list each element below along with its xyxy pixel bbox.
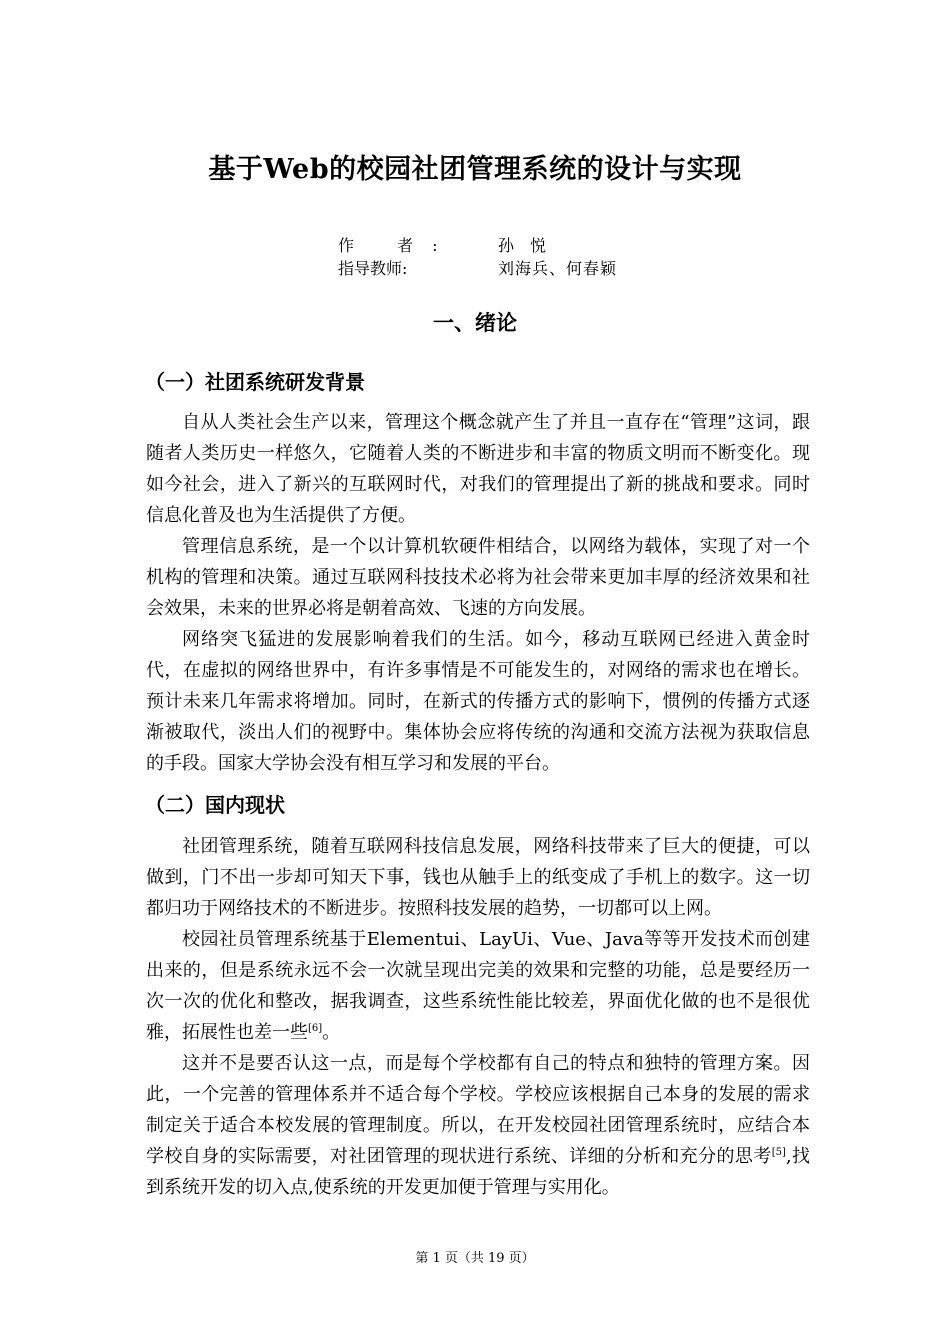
citation-ref: [6] [308, 1023, 323, 1034]
paragraph-tail: ,找到系统开发的切入点,使系统的开发更加便于管理与实用化。 [146, 1146, 810, 1198]
paragraph-tail: 。 [322, 1022, 341, 1043]
paragraph: 网络突飞猛进的发展影响着我们的生活。如今，移动互联网已经进入黄金时代，在虚拟的网络世界中，有许多事情是不可能发生的，对网络的需求也在增长。预计未来几年需求将增加。同时，在新式的传播方式的影响下，惯例的传播方式逐渐被取代，淡出人们的视野中。集体协会应将传统的沟通和交流方法视为获取信息的手段。国家大学协会没有相互学习和发展的平台。 [146, 629, 810, 774]
paragraph: 管理信息系统，是一个以计算机软硬件相结合，以网络为载体，实现了对一个机构的管理和决策。通过互联网科技技术必将为社会带来更加丰厚的经济效果和社会效果，未来的世界必将是朝着高效、飞速的方向发展。 [146, 536, 810, 619]
advisor-value: 刘海兵、何春颖 [498, 259, 618, 278]
section-heading-domestic: （二）国内现状 [145, 793, 285, 817]
author-value: 孙悦 [498, 236, 563, 255]
paragraph-with-citation [146, 1048, 810, 1203]
paragraph-text: 这并不是要否认这一点，而是每个学校都有自己的特点和独特的管理方案。因此，一个完善的管理体系并不适合每个学校。学校应该根据自己本身的发展的需求制定关于适合本校发展的管理制度。所以，在开发校园社团管理系统时，应结合本学校自身的实际需要，对社团管理的现状进行系统、详细的分析和充分的思考 [146, 1053, 810, 1167]
section-heading-background: （一）社团系统研发背景 [145, 370, 365, 394]
citation-ref: [5] [771, 1147, 786, 1158]
paragraph: 自从人类社会生产以来，管理这个概念就产生了并且一直存在“管理”这词，跟随者人类历史一样悠久，它随着人类的不断进步和丰富的物质文明而不断变化。现如今社会，进入了新兴的互联网时代，对我们的管理提出了新的挑战和要求。同时信息化普及也为生活提供了方便。 [146, 412, 810, 526]
advisor-row [338, 256, 617, 279]
author-row [338, 233, 562, 256]
advisor-label: 指导教师: [338, 259, 408, 278]
page-footer: 第 1 页（共 19 页） [415, 1251, 535, 1266]
document-title: 基于Web的校园社团管理系统的设计与实现 [208, 154, 742, 185]
paragraph-text: 校园社员管理系统基于Elementui、LayUi、Vue、Java等等开发技术而创建出来的，但是系统永远不会一次就呈现出完美的效果和完整的功能，总是要经历一次一次的优化和整改，据我调查，这些系统性能比较差，界面优化做的也不是很优雅，拓展性也差一些 [146, 929, 810, 1043]
chapter-heading: 一、绪论 [433, 310, 517, 335]
paragraph-with-citation [146, 924, 810, 1048]
paragraph: 社团管理系统，随着互联网科技信息发展，网络科技带来了巨大的便捷，可以做到，门不出一步却可知天下事，钱也从触手上的纸变成了手机上的数字。这一切都归功于网络技术的不断进步。按照科技发展的趋势，一切都可以上网。 [146, 836, 810, 919]
author-label: 作 者: [338, 236, 457, 255]
